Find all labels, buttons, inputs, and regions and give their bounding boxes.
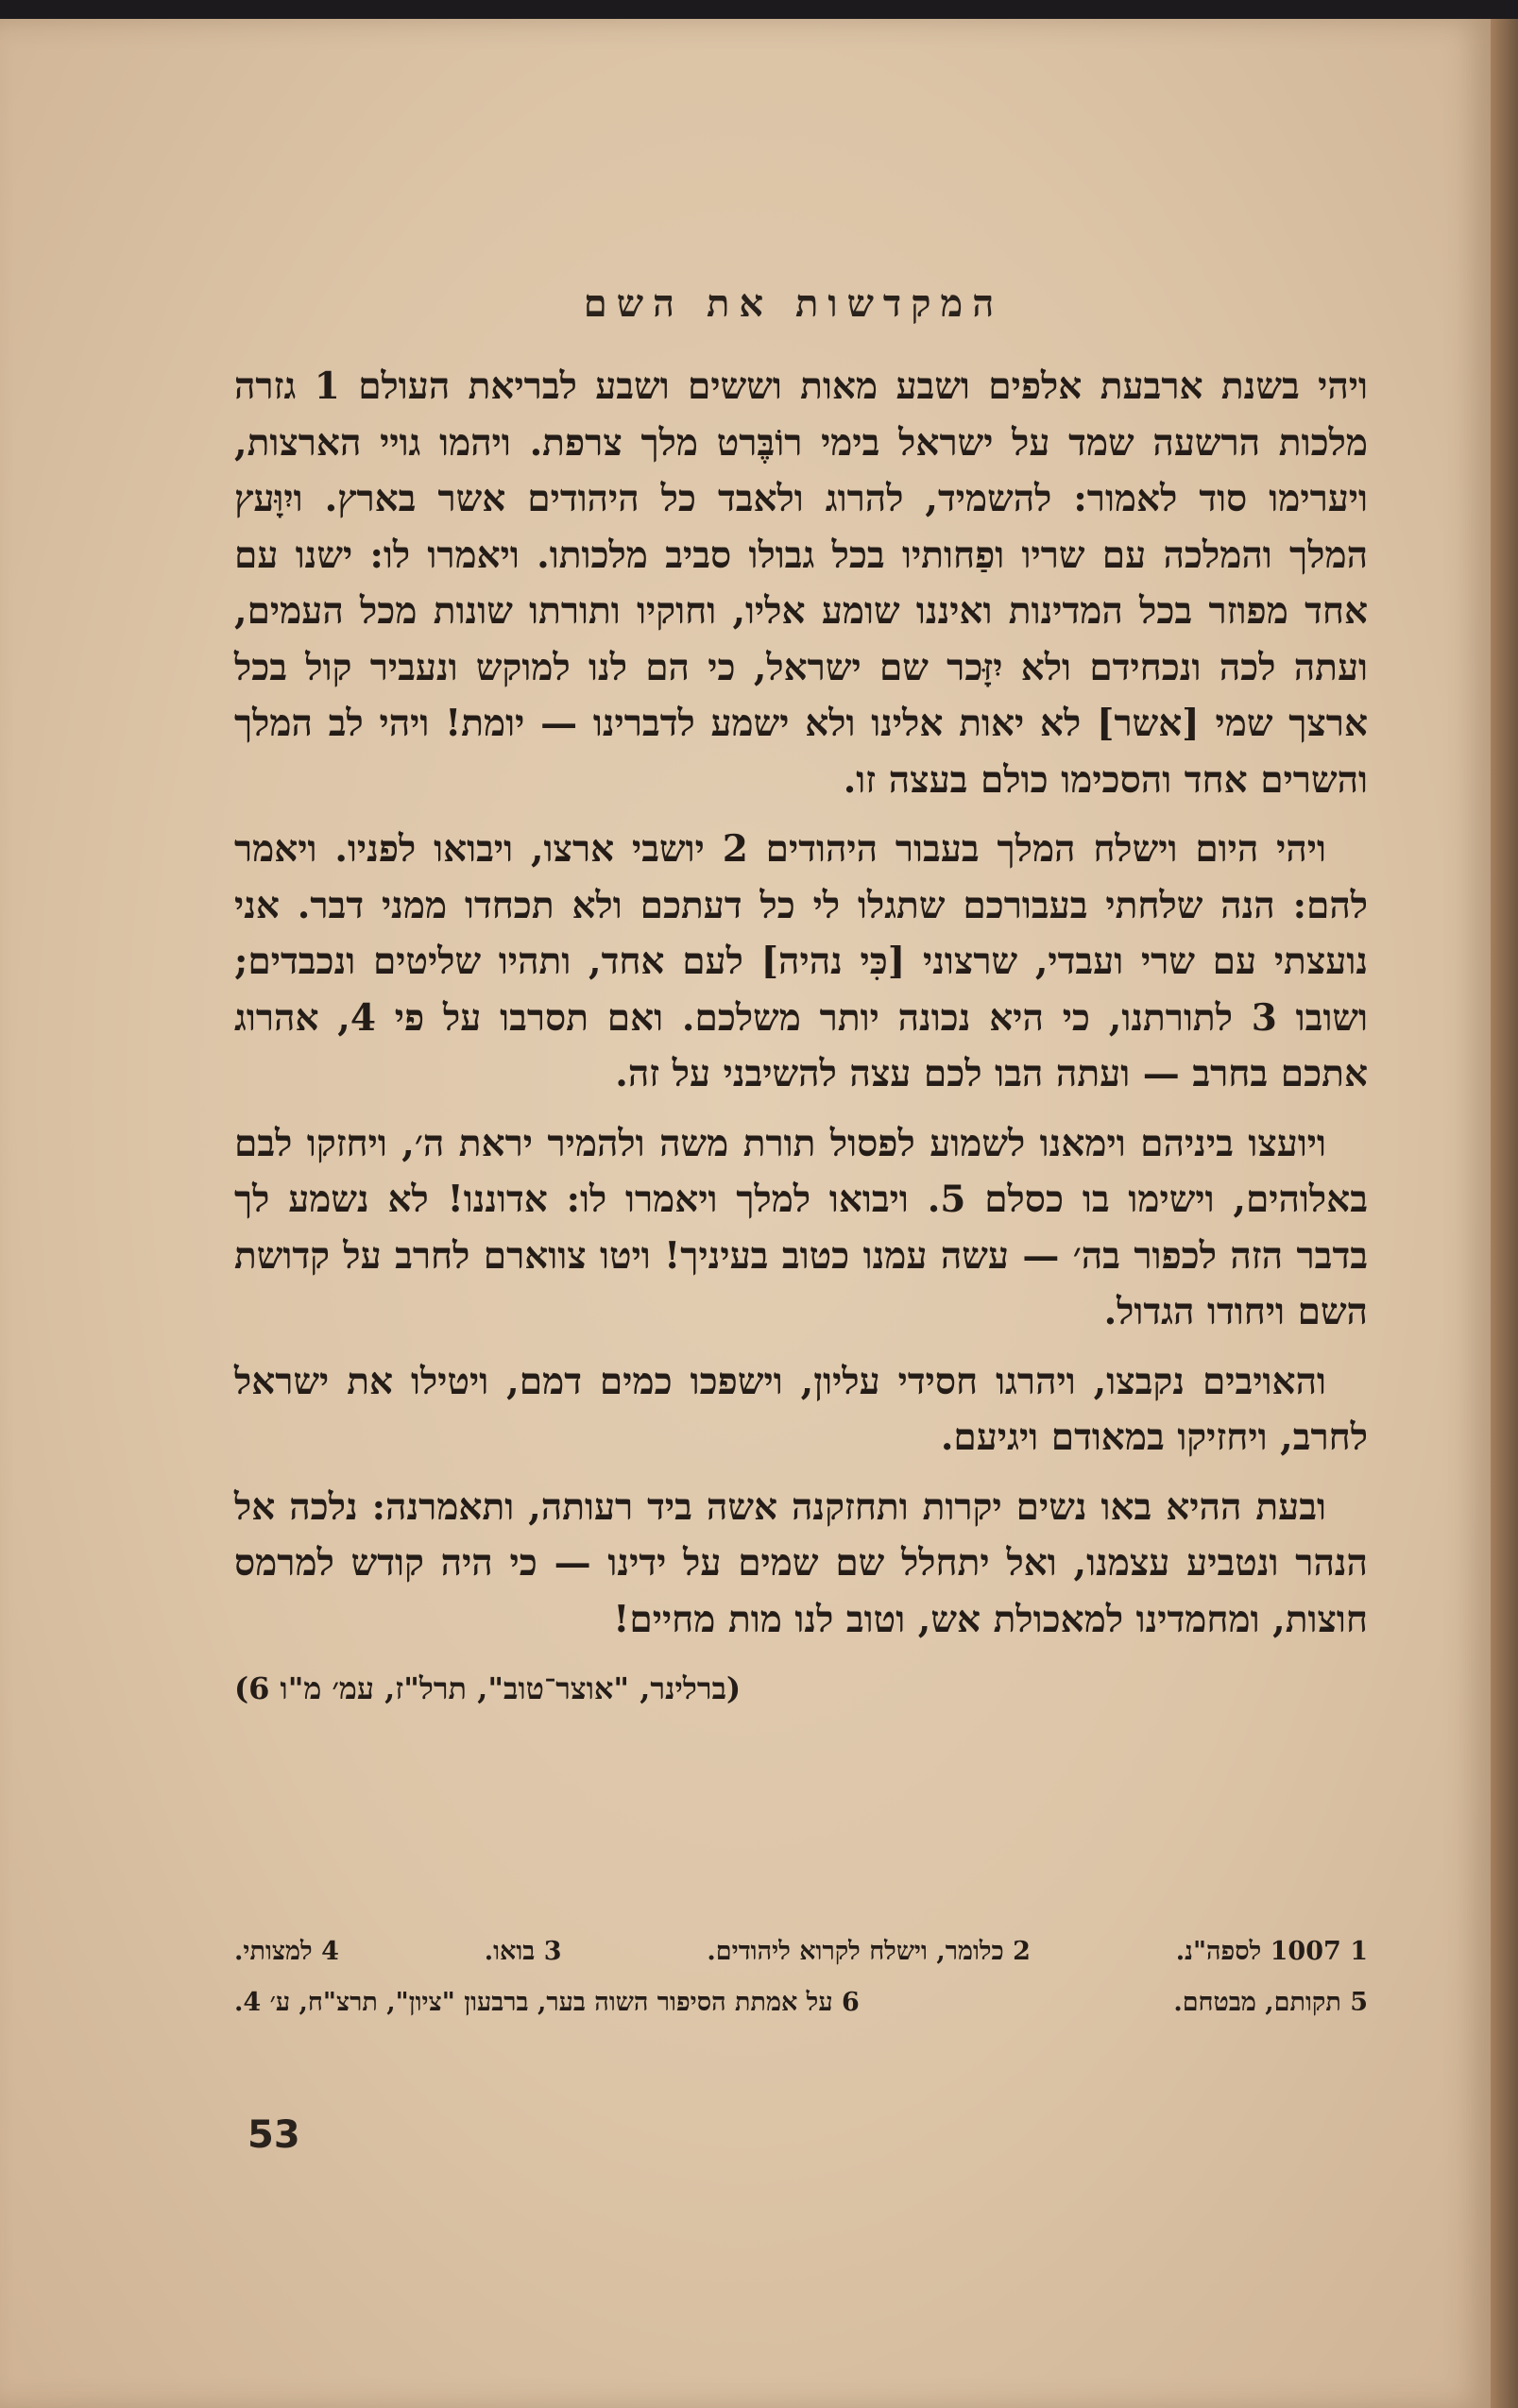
page-number: 53 bbox=[247, 2113, 300, 2157]
body-text bbox=[234, 359, 1368, 1718]
paragraph-3: ויועצו ביניהם וימאנו לשמוע לפסול תורת משה ולהמיר יראת ה׳, ויחזקו לבם באלוהים, וישימו בו כסלם 5. ויבואו למלך ויאמרו לו: אדוננו! לא נשמע לך בדבר הזה לכפור בה׳ — עשה עמנו כטוב בעיניך! ויטו צווארם לחרב על קדושת השם ויחודו הגדול. bbox=[234, 1121, 1368, 1333]
footnote-3: 3 בואו. bbox=[484, 1937, 562, 1966]
footnote-2: 2 כלומר, וישלח לקרוא ליהודים. bbox=[707, 1937, 1031, 1966]
top-edge bbox=[0, 0, 1518, 19]
chapter-title: המקדשות את השם bbox=[583, 281, 1004, 326]
source-citation: (ברלינר, "אוצר־טוב", תרל"ז, עמ׳ מ"ו 6) bbox=[234, 1670, 742, 1706]
page-edge-shadow bbox=[1491, 19, 1518, 2408]
footnote-6: 6 על אמתת הסיפור השוה בער, ברבעון "ציון", תרצ"ח, ע׳ 4. bbox=[234, 1988, 860, 2017]
footnotes bbox=[234, 1926, 1368, 2028]
footnote-row-1 bbox=[234, 1926, 1368, 1977]
footnote-4: 4 למצותי. bbox=[234, 1937, 339, 1966]
paragraph-4: והאויבים נקבצו, ויהרגו חסידי עליון, וישפכו כמים דמם, ויטילו את ישראל לחרב, ויחזיקו במאודם ויגיעם. bbox=[234, 1359, 1368, 1459]
footnote-5: 5 תקותם, מבטחם. bbox=[1173, 1988, 1368, 2017]
paragraph-1: ויהי בשנת ארבעת אלפים ושבע מאות וששים ושבע לבריאת העולם 1 גזרה מלכות הרשעה שמד על ישראל בימי רוֹבֶּרט מלך צרפת. ויהמו גויי הארצות, ויערימו סוד לאמור: להשמיד, להרוג ולאבד כל היהודים אשר בארץ. ויִוָּעץ המלך והמלכה עם שריו ופַחותיו בכל גבולו סביב מלכותו. ויאמרו לו: ישנו עם אחד מפוזר בכל המדינות ואיננו שומע אליו, וחוקיו ותורתו שונות מכל העמים, ועתה לכה ונכחידם ולא יִזָּכר שם ישראל, כי הם לנו למוקש ונעביר קול בכל ארצך שמי [אשר] לא יאות אלינו ולא ישמע לדברינו — יומת! ויהי לב המלך והשרים אחד והסכימו כולם בעצה זו. bbox=[234, 365, 1368, 802]
footnote-1: 1 1007 לספה"נ. bbox=[1175, 1937, 1368, 1966]
paragraph-2: ויהי היום וישלח המלך בעבור היהודים 2 יושבי ארצו, ויבואו לפניו. ויאמר להם: הנה שלחתי בעבורכם שתגלו לי כל דעתכם ולא תכחדו ממני דבר. אני נועצתי עם שרי ועבדי, שרצוני [כִּי נהיה] לעם אחד, ותהיו שליטים ונכבדים; ושובו 3 לתורתנו, כי היא נכונה יותר משלכם. ואם תסרבו על פי 4, אהרוג אתכם בחרב — ועתה הבו לכם עצה להשיבני על זה. bbox=[234, 827, 1369, 1095]
paragraph-5: ובעת ההיא באו נשים יקרות ותחזקנה אשה ביד רעותה, ותאמרנה: נלכה אל הנהר ונטביע עצמנו, ואל יתחלל שם שמים על ידינו — כי היה קודש למרמס חוצות, ומחמדינו למאכולת אש, וטוב לנו מות מחיים! bbox=[234, 1484, 1368, 1641]
footnote-row-2 bbox=[234, 1977, 1368, 2028]
